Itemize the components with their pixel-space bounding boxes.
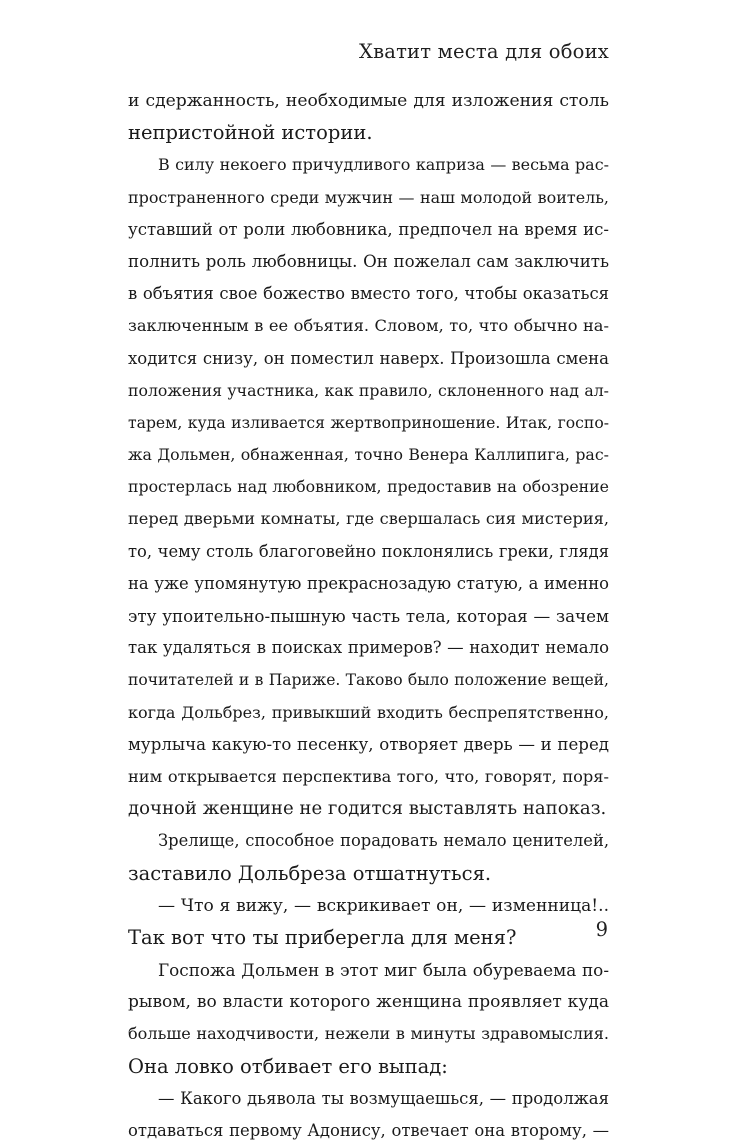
text-line: почитателей и в Париже. Таково было положение вещей, xyxy=(128,671,609,690)
text-line: положения участника, как правило, склоненного над ал- xyxy=(128,380,609,400)
text-line: отдаваться первому Адонису, отвечает она второму, — xyxy=(128,1121,609,1140)
text-line: Так вот что ты приберегла для меня? xyxy=(128,925,517,949)
text-line: простерлась над любовником, предоставив на обозрение xyxy=(128,477,609,497)
text-line: непристойной истории. xyxy=(128,121,373,145)
text-line: ходится снизу, он поместил наверх. Произошла смена xyxy=(128,348,609,368)
text-line: заставило Дольбреза отшатнуться. xyxy=(128,861,492,885)
text-line: когда Дольбрез, привыкший входить беспрепятственно, xyxy=(128,702,609,722)
text-line: полнить роль любовницы. Он пожелал сам заключить xyxy=(128,251,609,271)
text-line: мурлыча какую-то песенку, отворяет дверь — и перед xyxy=(128,734,609,754)
text-line: Госпожа Дольмен в этот миг была обуреваема по- xyxy=(158,960,609,981)
text-line: Она ловко отбивает его выпад: xyxy=(128,1054,448,1078)
text-line: В силу некоего причудливого каприза — весьма рас- xyxy=(158,155,609,175)
text-line: рывом, во власти которого женщина проявляет куда xyxy=(128,992,609,1013)
text-line: дочной женщине не годится выставлять напоказ. xyxy=(128,798,607,820)
text-line: перед дверьми комнаты, где свершалась сия мистерия, xyxy=(128,509,609,529)
text-line: жа Дольмен, обнаженная, точно Венера Каллипига, рас- xyxy=(128,445,609,465)
running-head: Хватит места для обоих xyxy=(358,40,609,63)
text-line: на уже упомянутую прекраснозадую статую, а именно xyxy=(128,573,609,593)
text-line: Зрелище, способное порадовать немало ценителей, xyxy=(158,831,609,851)
text-line: так удаляться в поисках примеров? — находит немало xyxy=(128,638,609,658)
text-line: в объятия свое божество вместо того, чтобы оказаться xyxy=(128,284,609,304)
body-text xyxy=(128,85,609,1147)
text-line: эту упоительно-пышную часть тела, которая — зачем xyxy=(128,606,609,626)
text-line: — Что я вижу, — вскрикивает он, — изменница!.. xyxy=(158,895,609,916)
text-line: больше находчивости, нежели в минуты здравомыслия. xyxy=(128,1024,609,1044)
text-line: — Какого дьявола ты возмущаешься, — продолжая xyxy=(158,1088,609,1108)
text-line: уставший от роли любовника, предпочел на время ис- xyxy=(128,219,609,239)
text-line: заключенным в ее объятия. Словом, то, что обычно на- xyxy=(128,316,609,336)
text-line: тарем, куда изливается жертвоприношение. Итак, госпо- xyxy=(128,413,609,432)
text-line: ним открывается перспектива того, что, говорят, поря- xyxy=(128,766,609,786)
page-number: 9 xyxy=(595,918,608,941)
text-line: и сдержанность, необходимые для изложения столь xyxy=(128,91,609,111)
text-line: то, чему столь благоговейно поклонялись греки, глядя xyxy=(128,541,609,561)
text-line: пространенного среди мужчин — наш молодой воитель, xyxy=(128,187,609,207)
